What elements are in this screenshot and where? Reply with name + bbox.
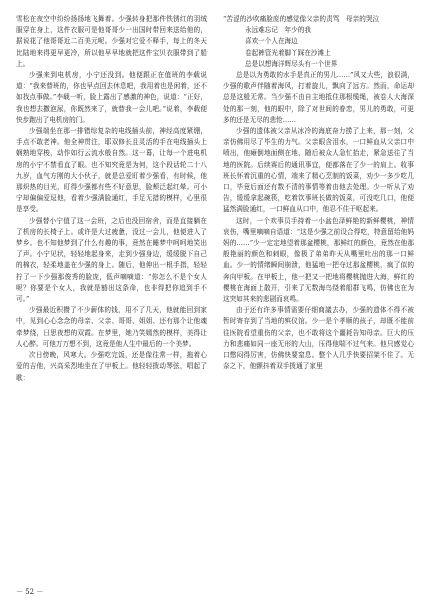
lyric-line: 永远难忘记 年少的我 <box>245 26 311 35</box>
document-page <box>16 14 414 584</box>
paragraph: 次日傍晚，风寒大。少强吃完饭，还是像往常一样，拖着心爱的吉他，兴高采烈地坐在了甲板上。他轻轻拨动琴弦，唱起了歌： <box>16 351 207 382</box>
right-column <box>223 14 414 580</box>
paragraph: 少强最近积攒了不少薪体的钱，用不了几天，他就能回到家中，见到心心念念的母亲、父亲、哥哥、姐姐、还有那个让他魂牵梦绕，日思夜想的双霞。在梦里，她乃笑嫣然的模样，美得让人心醉。可他万万想不到，这竟是他人生中最后的一个美梦。 <box>16 306 207 348</box>
lyric-line: 卷起裤管光着脚丫踩在沙滩上 <box>245 48 331 57</box>
paragraph: 少强的遗体被父亲从冰冷的海底奋力捞了上来，那一刻，父亲仿佛用尽了毕生的力气。父亲眼含泪水，一口鲜血从父亲口中喷出，他瘫倒地面侧在地，随后被众人急忙抬走，紧急送往了当地的医院。后续赛后的通讯事宜，便都落在了少一的肩上。收事班长怀着沉重的心情，端来了精心烹制的饭菜，劝少一多少吃几口，毕竟后面还有数不清的事情等着由他去处理。少一听从了劝告，缓缓拿起碗筷，吃着饮事班长做的饭菜，可没吃几口，他便猛然满脸通红，一口鲜血从口中，他忍不住干呕起来。 <box>223 127 414 214</box>
paragraph: 总是以为勇敢的水手是真正的男儿……”风又大些，浪很满，少强的歌声伴随着海风，打着旋儿，飘向了远方。然而，命运却总是这般无常。当少强不由自主地抵住那根缆绳，被卷人大海深处的那一刻，他的眼中，除了对世间的眷恋，男儿的勇敢，可更多的还是无尽的悲怆…… <box>223 71 414 124</box>
paragraph: 少强端坐在那一排错综复杂的电线插头前，神经高度紧绷，手点不敢老神。他全神贯注，耶双修长且灵活的手在电线插头上娴熟地穿梭，动作如行云流水般自然。这一幕，让每一个进电机房的小宁不禁看直了眼。也不知究竟是为何，这个段话轮二十八九岁，血气方刚的大小伙子，就是总爱盯着少强看，有时候，他那炽热的目光，盯得少强都有些不好意思，脸颊泛起红晕。可小宁却偏偏爱逗他，看着少强满脸通红，手足无措的模样，心里很是享受。 <box>16 127 207 214</box>
paragraph: 雪松在夜空中纷纷扬扬地飞舞着。少强转身把那件铁锈红的羽绒服穿在身上，这件衣服可是他哥哥少一出国时带回来送给他的，据说花了他哥哥近二百美元呢。少强对它爱不释手，每上的冬天比陆地来得更早更冷，所以他早早地就把这件宝贝衣服带到了船上。 <box>16 15 207 68</box>
left-column <box>16 14 207 580</box>
paragraph: 少强来到电机房，小宁还没到。他便跟正在值班的李载说道：“我来替班的，你也早点回去休息吧，我用着也是闲着，还不如找点事做。”李载一听，脸上露出了感激的神色，说道：“正好，我也想去撒泡尿，你既然来了，就替我一会儿吧。”说着，李载便快步跑出了电机房的门。 <box>16 71 207 124</box>
paragraph: 由于还有许多事情需要仔细商議去办，少强的遗体不得不被暂时寄存到了当地的殡仪馆。少一是个孝顺的孩子，却既不能前往医院看望重伤的父亲，也不敢将这个噩耗告知母亲。巨大的压力和悲痛如同一座无形的大山，压得他喘不过气来。他只感觉心口憋闷得厉害，仿佛快要窒息。整个人几乎快要招架不住了。无奈之下，他颤抖着双手拨通了家里 <box>223 306 414 371</box>
song-lyrics <box>223 25 414 70</box>
lyric-line: 喜欢一个人在海边 <box>245 37 298 46</box>
song-lyric-opening: “苦涩的沙吹痛脸庞的感觉像父亲的责骂 母亲的哭泣 <box>223 15 380 23</box>
lyric-line: 总是以想海洋辉尽头有一个世界 <box>245 59 338 68</box>
paragraph: 少强替小宁值了这一会班，之后也没回宿舍，而是直接躺在了机房的长椅子上。或许是大过疲惫，没过一会儿，他便进入了梦乡。也不知他梦到了什么有趣的事，竟然在睡梦中呵呵地笑出了声。小宁见状，轻轻地起身来，走到少强身边，缓缓脱下自己的棉衣，轻柔地盖在少强的身上。随后，他伸出一根手指，轻轻拧了一下少强那俊秀的脸庞，低声嘀嘀道：“你怎么不是个女人呢？你要是个女人，我就是豁出这条命，也非得把你追到手不可。” <box>16 216 207 304</box>
page-number: － 52 － <box>16 588 44 596</box>
paragraph: 这时，一个欢事员手持着一小盆色泽鲜艳的新鲜樱桃，神情哀伤，嘴里嘀嘀自语道：“这是少强之前设合得吃，特意留给他妈妈的……”少一定定地望着那盆樱桃，那鲜红的颜色，竟然在他那般艳丽的颜色和刺眼，像极了弟弟昨天从嘴里吐出的那一口鲜血。少一的情绪瞬间崩溃，他猛地一把夺过那盆樱桃，疯了似的奔向甲板。在甲板上，他一把又一把地将樱桃抛进大海，鲜红的樱桃在海面上散开，引来了无数海鸟绕着船群飞鸣，仿佛也在为这突如其来的悲剧而哀鸣。 <box>223 216 414 304</box>
